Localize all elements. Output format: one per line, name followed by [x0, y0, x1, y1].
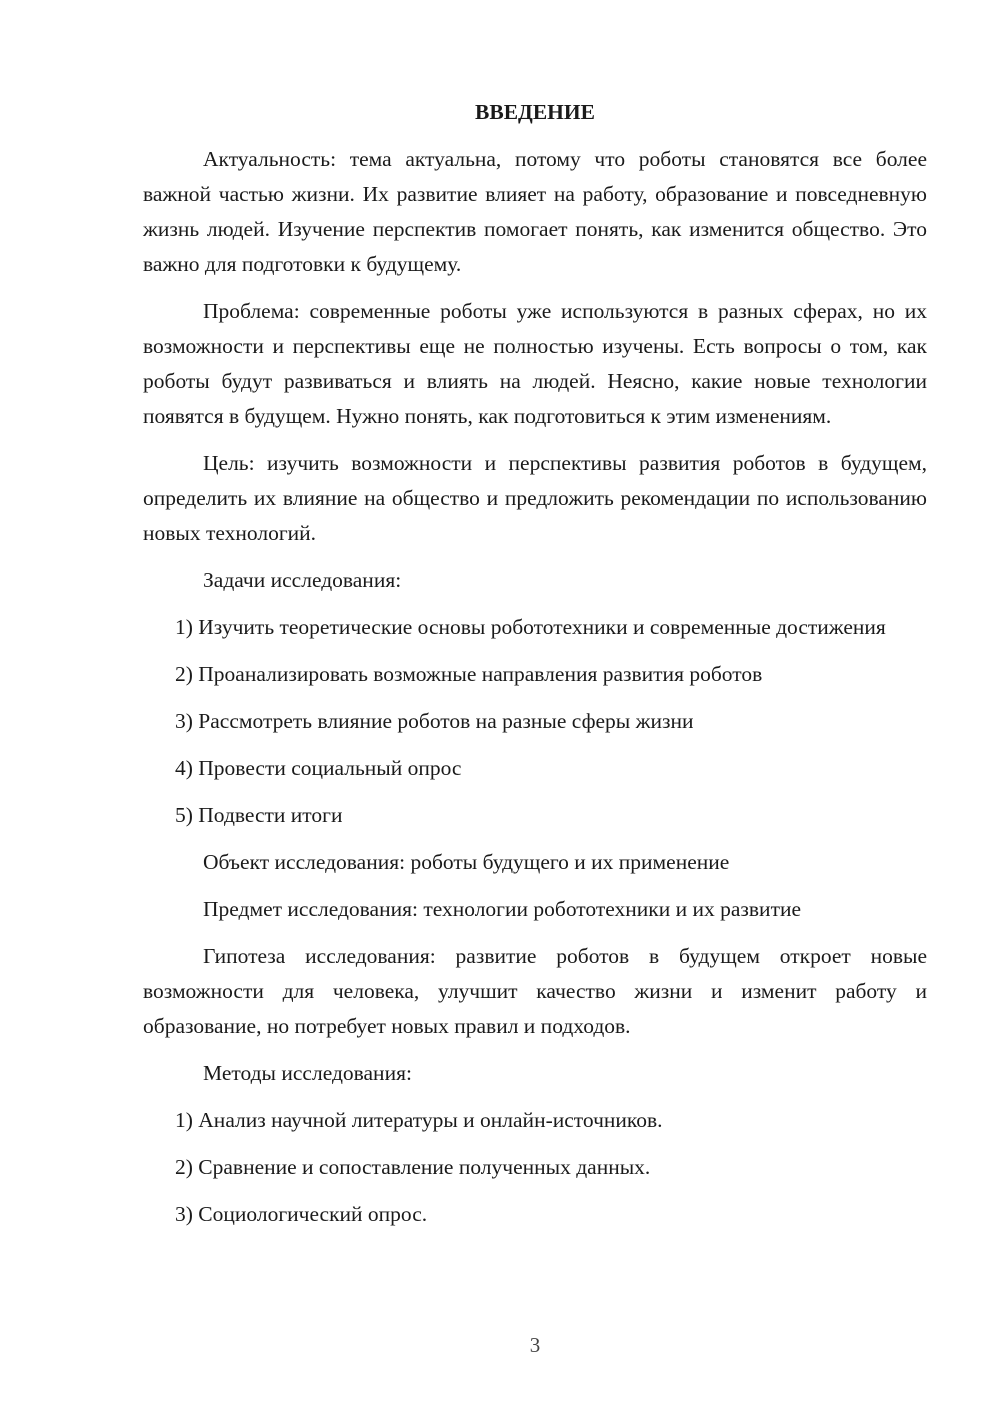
- list-item: 3) Рассмотреть влияние роботов на разные сферы жизни: [175, 709, 694, 733]
- relevance-paragraph: Актуальность: тема актуальна, потому что роботы становятся все более важной частью жизни. Их развитие влияет на работу, образование и повседневную жизнь людей. Изучение перспектив помогает понять, как изменится общество. Это важно для подготовки к будущему.: [143, 147, 927, 276]
- page-number: 3: [529, 1333, 541, 1357]
- problem-paragraph: Проблема: современные роботы уже используются в разных сферах, но их возможности и перспективы еще не полностью изучены. Есть вопросы о том, как роботы будут развиваться и влиять на людей. Неясно, какие новые технологии появятся в будущем. Нужно понять, как подготовиться к этим изменениям.: [143, 299, 927, 428]
- tasks-list: [143, 610, 927, 833]
- page-content: [143, 95, 927, 1244]
- list-item: 2) Сравнение и сопоставление полученных данных.: [175, 1155, 651, 1179]
- subject-paragraph: Предмет исследования: технологии робототехники и их развитие: [203, 897, 802, 921]
- object-paragraph: Объект исследования: роботы будущего и их применение: [203, 850, 730, 874]
- hypothesis-paragraph: Гипотеза исследования: развитие роботов в будущем откроет новые возможности для человека, улучшит качество жизни и изменит работу и образование, но потребует новых правил и подходов.: [143, 944, 927, 1038]
- list-item: 4) Провести социальный опрос: [175, 756, 462, 780]
- tasks-heading: Задачи исследования:: [203, 568, 402, 592]
- goal-paragraph: Цель: изучить возможности и перспективы развития роботов в будущем, определить их влияние на общество и предложить рекомендации по использованию новых технологий.: [143, 451, 927, 545]
- methods-heading: Методы исследования:: [203, 1061, 412, 1085]
- list-item: 5) Подвести итоги: [175, 803, 343, 827]
- list-item: 3) Социологический опрос.: [175, 1202, 428, 1226]
- list-item: 1) Изучить теоретические основы робототехники и современные достижения: [175, 615, 886, 639]
- list-item: 2) Проанализировать возможные направления развития роботов: [175, 662, 763, 686]
- methods-list: [143, 1103, 927, 1232]
- section-title: ВВЕДЕНИЕ: [475, 100, 595, 124]
- list-item: 1) Анализ научной литературы и онлайн-источников.: [175, 1108, 663, 1132]
